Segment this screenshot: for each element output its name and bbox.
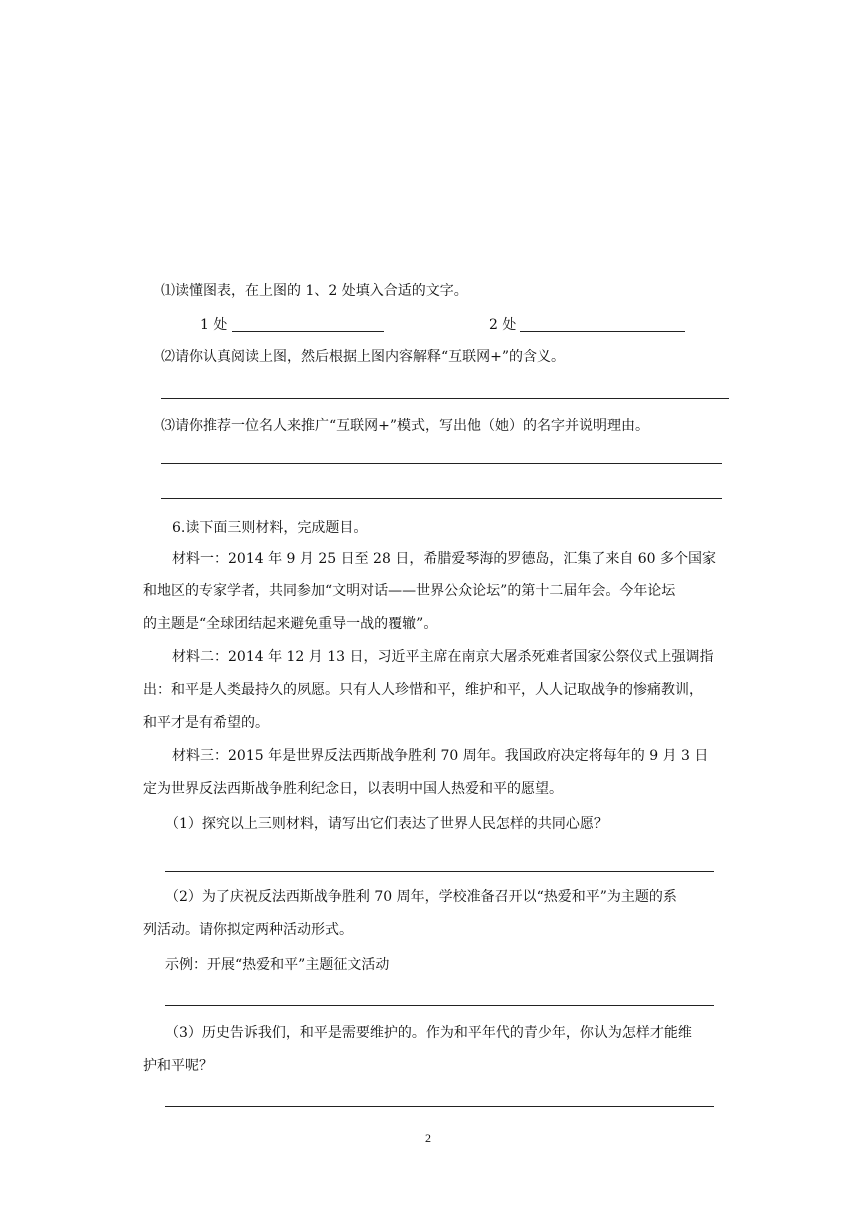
material-2-line-2: 出：和平是人类最持久的夙愿。只有人人珍惜和平，维护和平，人人记取战争的惨痛教训， [143, 682, 703, 698]
answer-line-6-2[interactable] [165, 1005, 714, 1006]
blank-1-label: 1 处 [200, 317, 228, 333]
question-5-3: ⑶请你推荐一位名人来推广“互联网+”模式，写出他（她）的名字并说明理由。 [161, 418, 650, 434]
answer-line-5-2[interactable] [161, 398, 729, 399]
material-3-line-1: 材料三：2015 年是世界反法西斯战争胜利 70 周年。我国政府决定将每年的 9 月 3 日 [172, 748, 709, 764]
answer-line-6-1[interactable] [165, 871, 714, 872]
page-number: 2 [425, 1131, 431, 1145]
material-1-line-2: 和地区的专家学者，共同参加“文明对话——世界公众论坛”的第十二届年会。今年论坛 [143, 583, 676, 599]
question-6-3-line-1: （3）历史告诉我们，和平是需要维护的。作为和平年代的青少年，你认为怎样才能维 [165, 1025, 692, 1041]
material-3-line-2: 定为世界反法西斯战争胜利纪念日，以表明中国人热爱和平的愿望。 [143, 781, 563, 797]
answer-line-6-3[interactable] [165, 1106, 714, 1107]
example-text: 示例：开展“热爱和平”主题征文活动 [165, 957, 390, 973]
material-1-line-1: 材料一：2014 年 9 月 25 日至 28 日，希腊爱琴海的罗德岛，汇集了来自 60 多个国家 [172, 551, 717, 567]
blank-2-line[interactable] [520, 331, 685, 332]
question-6-heading: 6.读下面三则材料，完成题目。 [172, 520, 368, 536]
question-6-2-line-2: 列活动。请你拟定两种活动形式。 [143, 922, 353, 938]
question-5-2: ⑵请你认真阅读上图，然后根据上图内容解释“互联网+”的含义。 [161, 349, 566, 365]
answer-line-5-3a[interactable] [161, 463, 722, 464]
question-6-3-line-2: 护和平呢？ [143, 1058, 213, 1074]
question-5-1: ⑴读懂图表，在上图的 1、2 处填入合适的文字。 [161, 283, 468, 299]
blank-1-line[interactable] [232, 331, 384, 332]
question-6-1: （1）探究以上三则材料，请写出它们表达了世界人民怎样的共同心愿？ [165, 816, 608, 832]
blank-2-label: 2 处 [489, 317, 517, 333]
material-2-line-3: 和平才是有希望的。 [143, 715, 269, 731]
material-1-line-3: 的主题是“全球团结起来避免重导一战的覆辙”。 [143, 616, 438, 632]
question-6-2-line-1: （2）为了庆祝反法西斯战争胜利 70 周年，学校准备召开以“热爱和平”为主题的系 [165, 889, 677, 905]
material-2-line-1: 材料二：2014 年 12 月 13 日，习近平主席在南京大屠杀死难者国家公祭仪式上强调指 [172, 649, 714, 665]
answer-line-5-3b[interactable] [161, 498, 722, 499]
